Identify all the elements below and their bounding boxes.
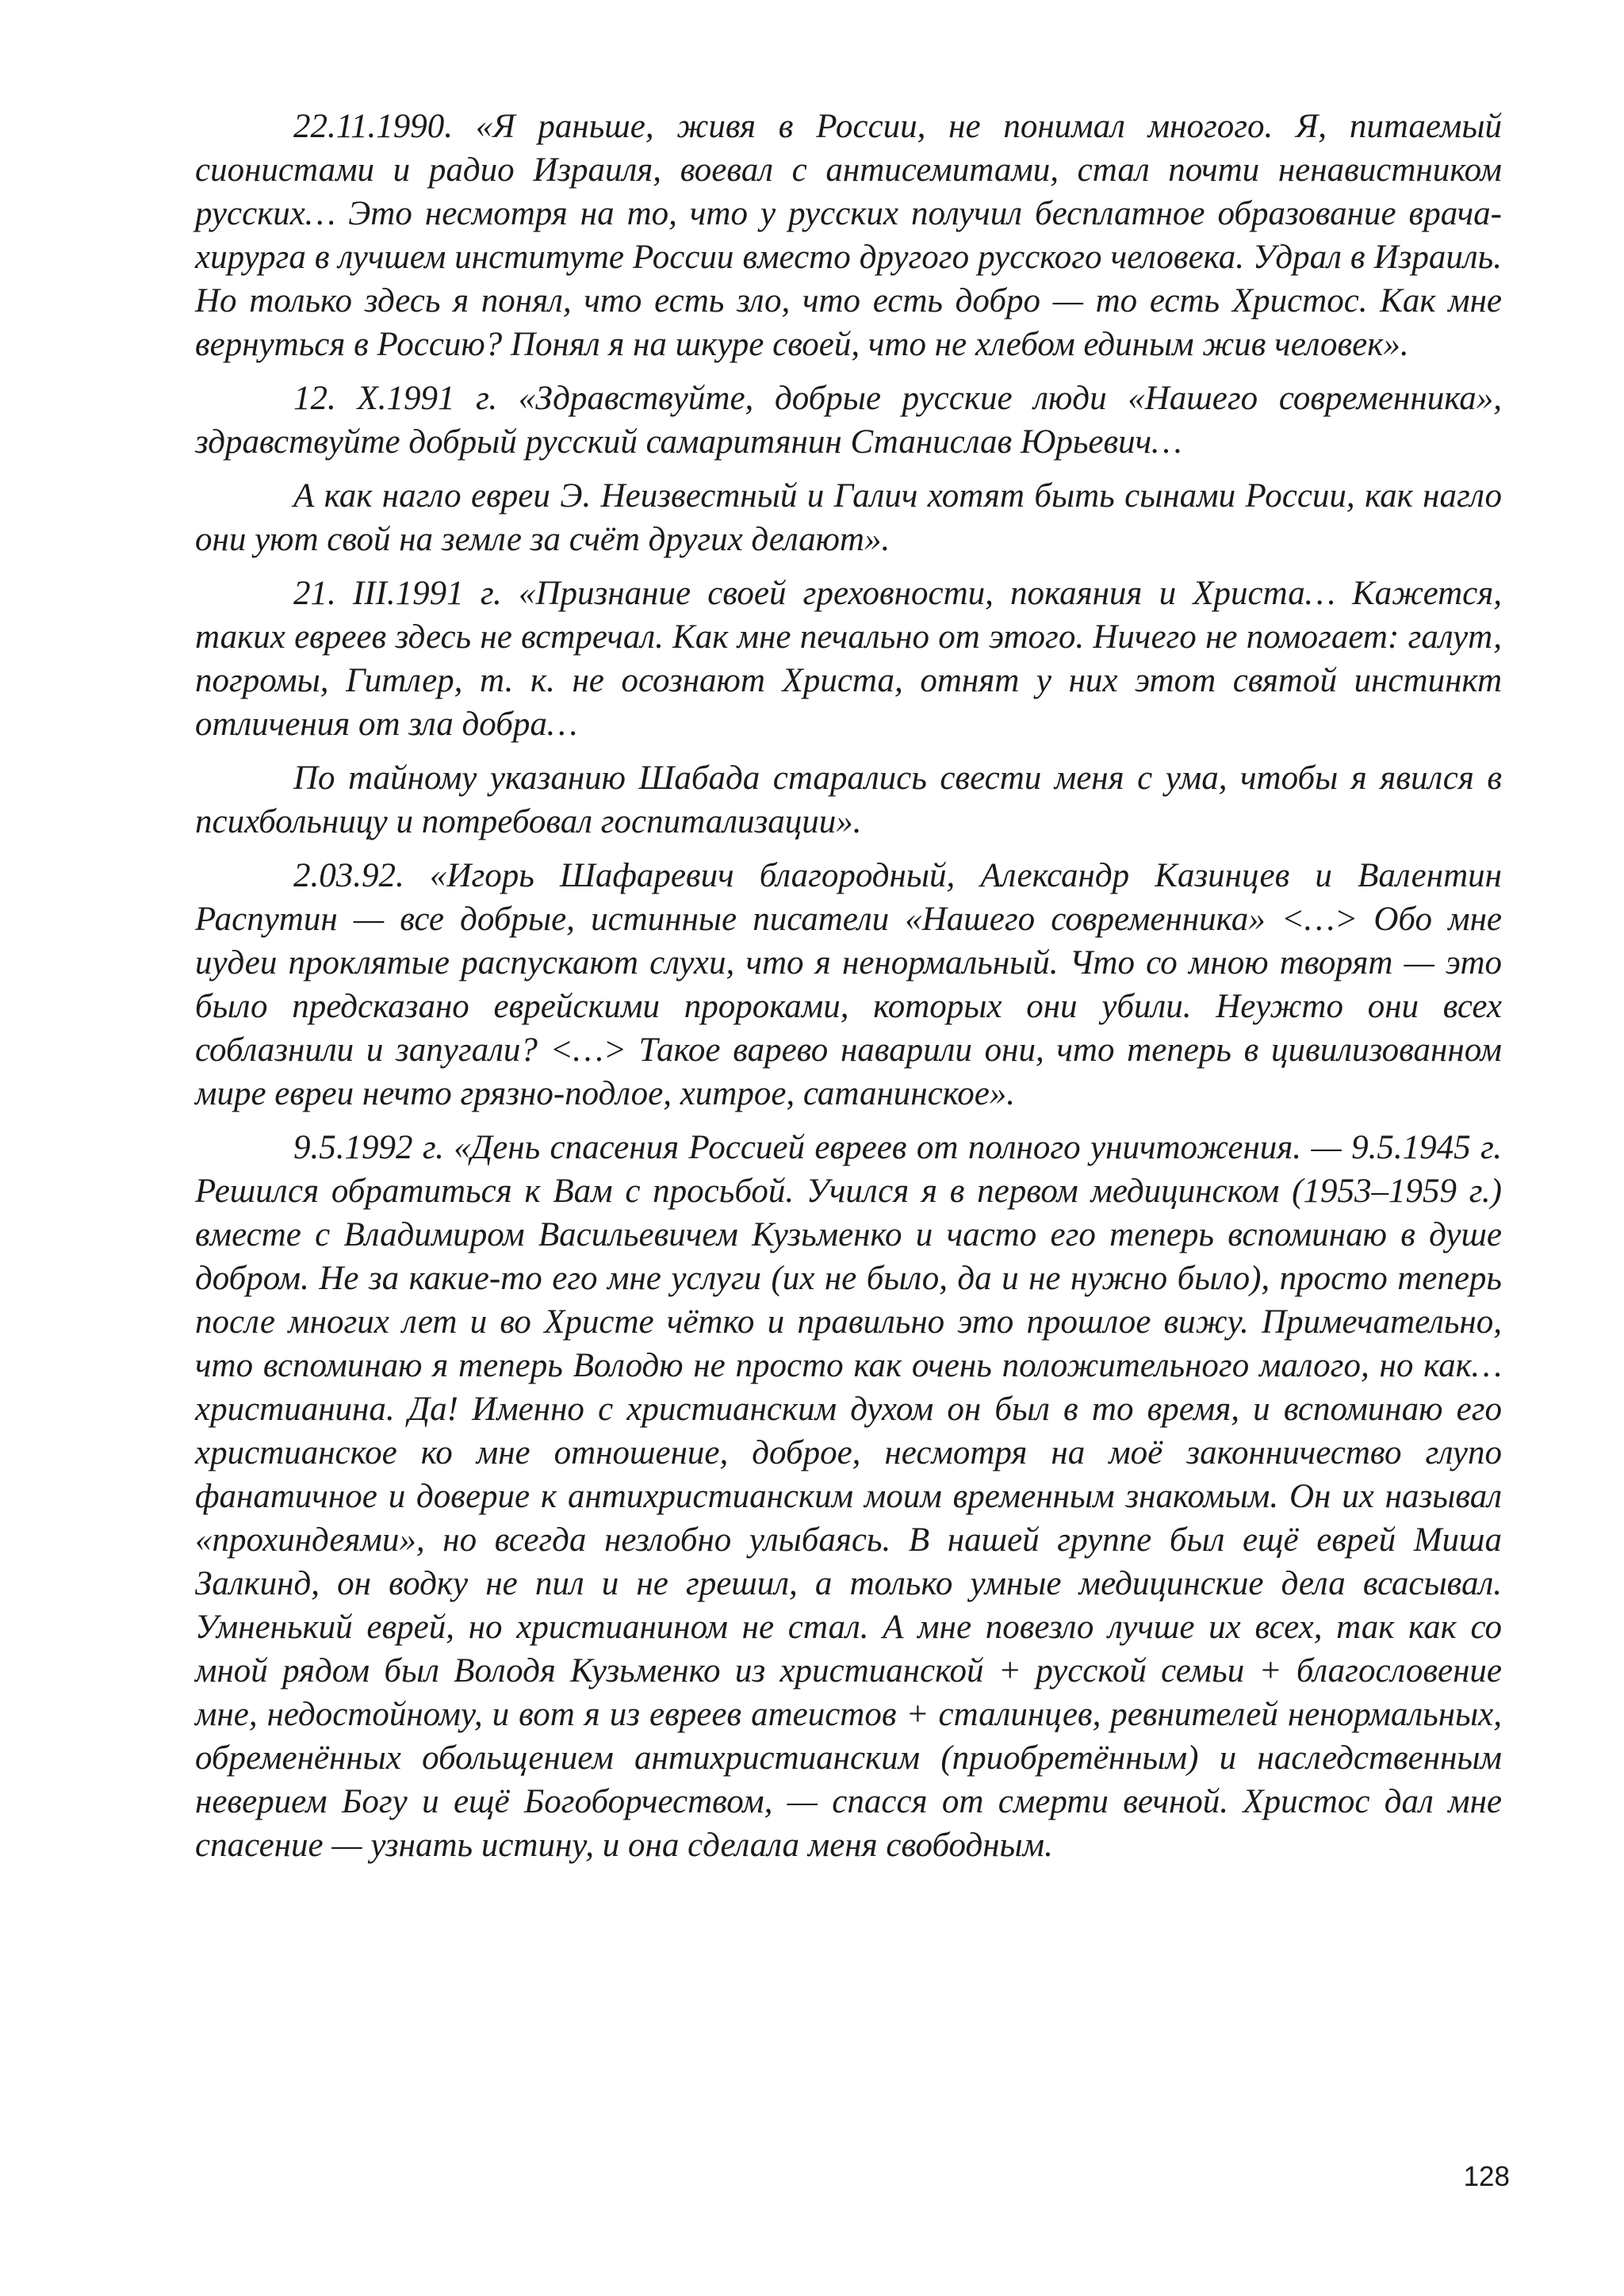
paragraph-2: 12. X.1991 г. «Здравствуйте, добрые русские люди «Нашего современника», здравствуйте добрый русский самаритянин Станислав Юрьевич… <box>195 380 1502 461</box>
body-text <box>195 105 1502 1867</box>
page-number: 128 <box>1463 2161 1510 2192</box>
paragraph-3: А как нагло евреи Э. Неизвестный и Галич хотят быть сынами России, как нагло они уют свой на земле за счёт других делают». <box>195 477 1502 558</box>
paragraph-1: 22.11.1990. «Я раньше, живя в России, не понимал многого. Я, питаемый сионистами и радио Израиля, воевал с антисемитами, стал почти ненавистником русских… Это несмотря на то, что у русских получил бесплатное образование врача-хирурга в лучшем институте России вместо другого русского человека. Удрал в Израиль. Но только здесь я понял, что есть зло, что есть добро — то есть Христос. Как мне вернуться в Россию? Понял я на шкуре своей, что не хлебом единым жив человек». <box>195 108 1502 363</box>
paragraph-7: 9.5.1992 г. «День спасения Россией евреев от полного уничтожения. — 9.5.1945 г. Решился обратиться к Вам с просьбой. Учился я в первом медицинском (1953–1959 г.) вместе с Владимиром Васильевичем Кузьменко и часто его теперь вспоминаю в душе добром. Не за какие-то его мне услуги (их не было, да и не нужно было), просто теперь после многих лет и во Христе чётко и правильно это прошлое вижу. Примечательно, что вспоминаю я теперь Володю не просто как очень положительного малого, но как… христианина. Да! Именно с христианским духом он был в то время, и вспоминаю его христианское ко мне отношение, доброе, несмотря на моё законничество глупо фанатичное и доверие к антихристианским моим временным знакомым. Он их называл «прохиндеями», но всегда незлобно улыбаясь. В нашей группе был ещё еврей Миша Залкинд, он водку не пил и не грешил, а только умные медицинские дела всасывал. Умненький еврей, но христианином не стал. А мне повезло лучше их всех, так как со мной рядом был Володя Кузьменко из христианской + русской семьи + благословение мне, недостойному, и вот я из евреев атеистов + сталинцев, ревнителей ненормальных, обременённых обольщением антихристианским (приобретённым) и наследственным неверием Богу и ещё Богоборчеством, — спасся от смерти вечной. Христос дал мне спасение — узнать истину, и она сделала меня свободным. <box>195 1129 1502 1864</box>
paragraph-6: 2.03.92. «Игорь Шафаревич благородный, Александр Казинцев и Валентин Распутин — все добрые, истинные писатели «Нашего современника» <…> Обо мне иудеи проклятые распускают слухи, что я ненормальный. Что со мною творят — это было предсказано еврейскими пророками, которых они убили. Неужто они всех соблазнили и запугали? <…> Такое варево наварили они, что теперь в цивилизованном мире евреи нечто грязно-подлое, хитрое, сатанинское». <box>195 857 1502 1112</box>
paragraph-5: По тайному указанию Шабада старались свести меня с ума, чтобы я явился в психбольницу и потребовал госпитализации». <box>195 760 1502 840</box>
paragraph-4: 21. III.1991 г. «Признание своей греховности, покаяния и Христа… Кажется, таких евреев здесь не встречал. Как мне печально от этого. Ничего не помогает: галут, погромы, Гитлер, т. к. не осознают Христа, отнят у них этот святой инстинкт отличения от зла добра… <box>195 575 1502 743</box>
